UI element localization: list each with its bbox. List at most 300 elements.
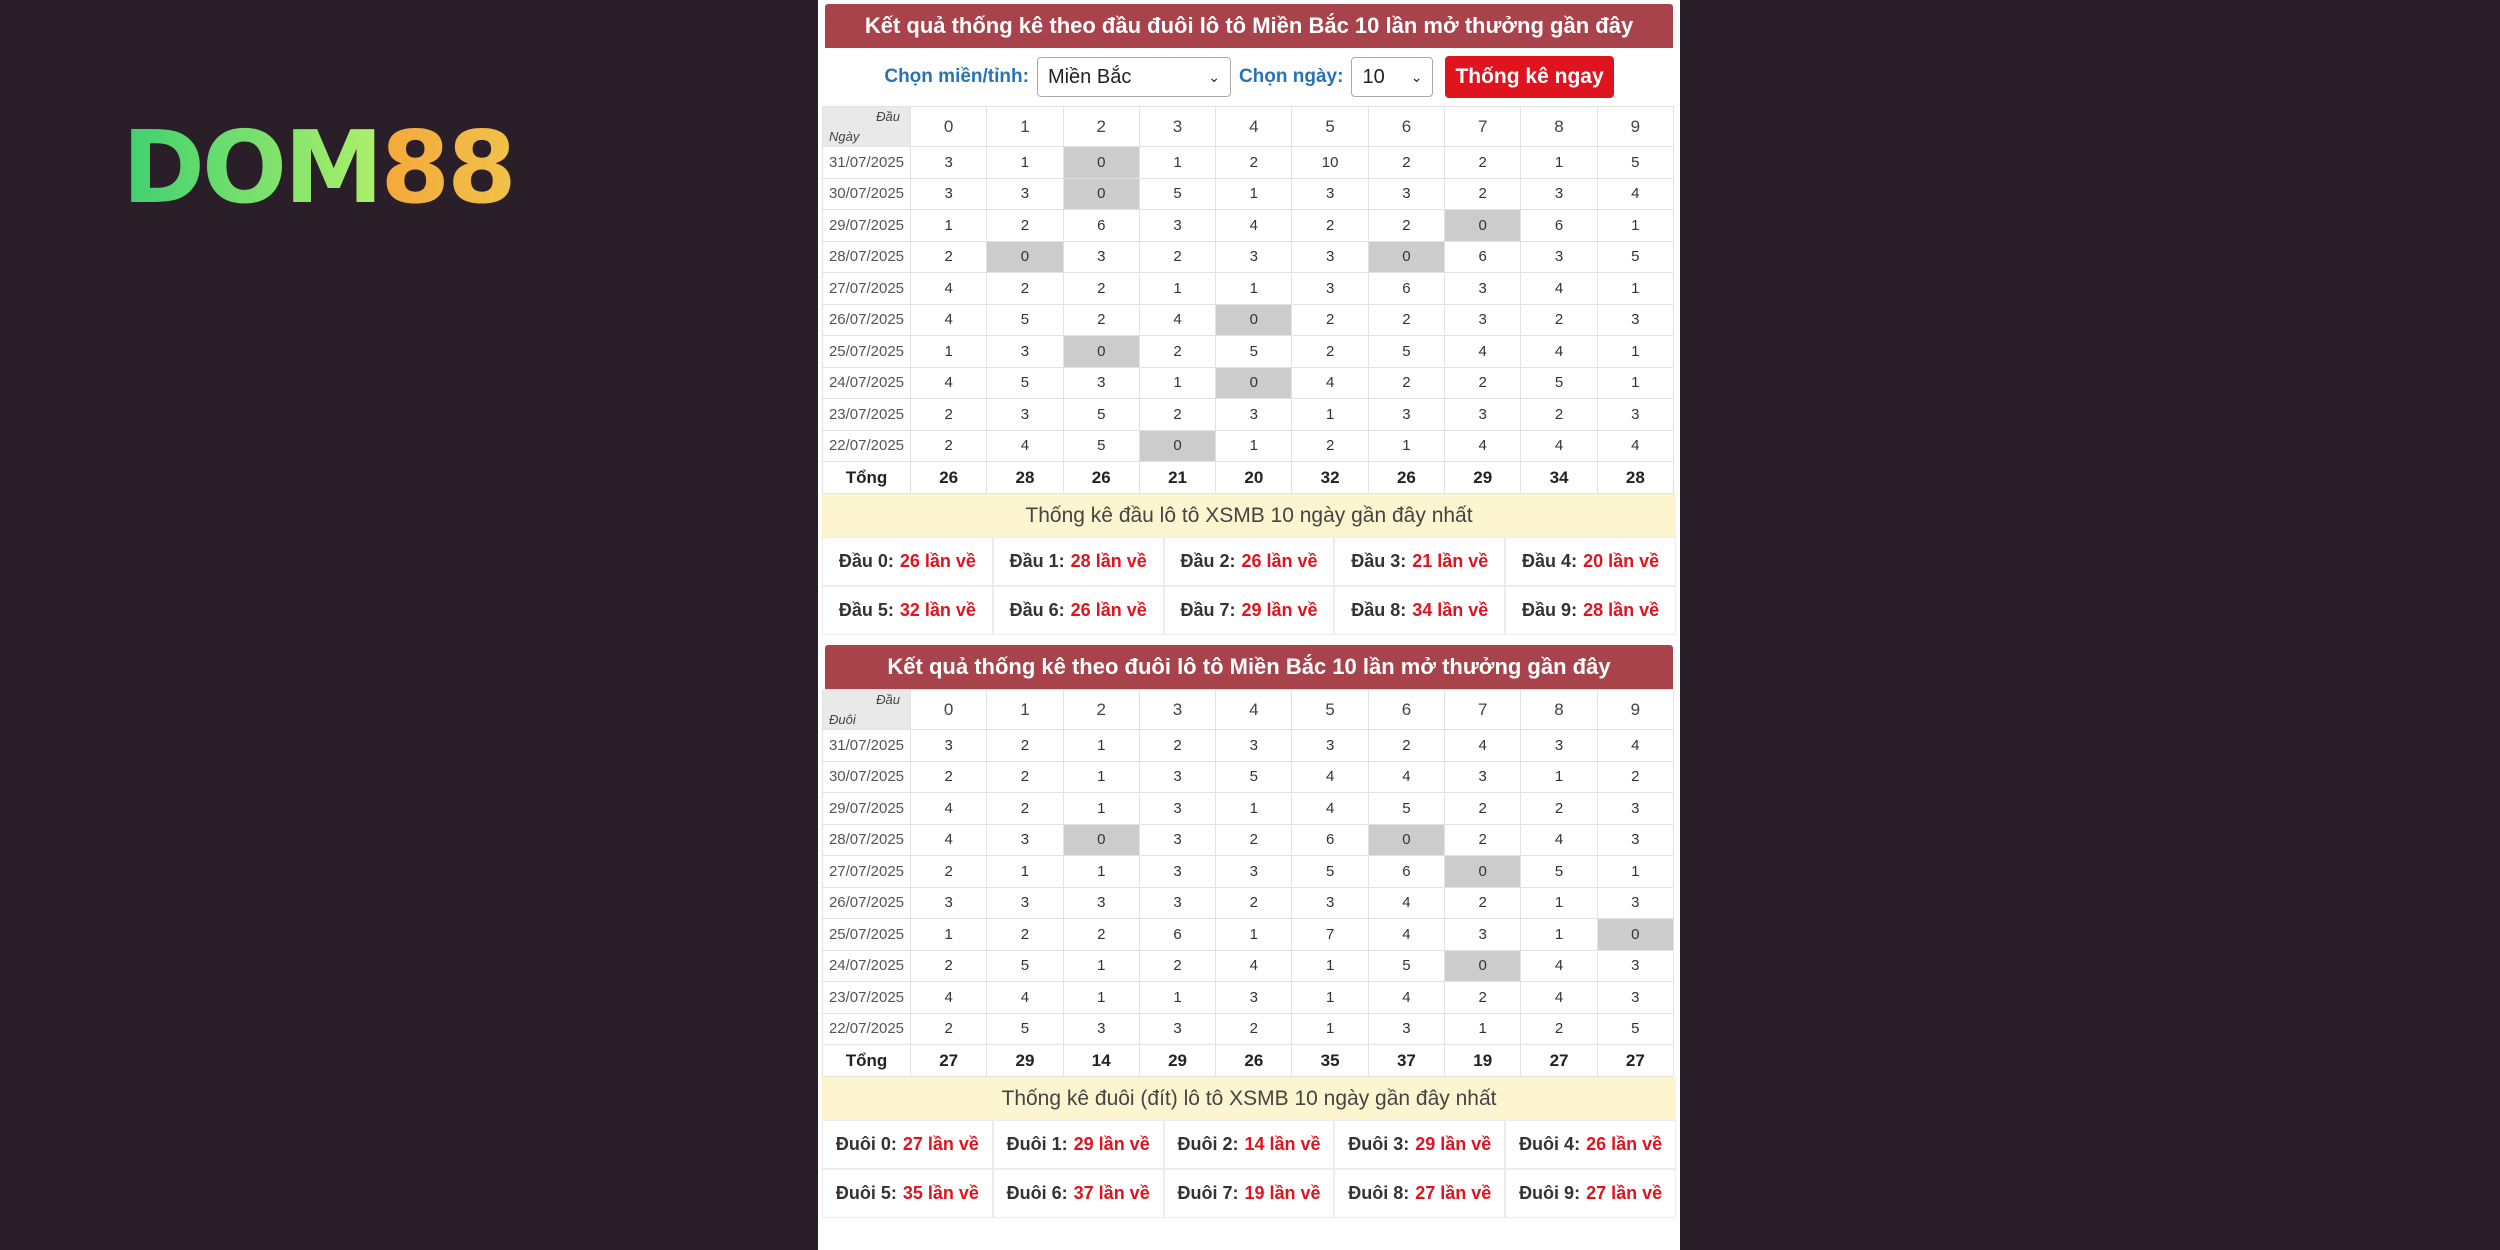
row-date: 25/07/2025 <box>823 919 911 951</box>
total-cell: 19 <box>1445 1045 1521 1077</box>
table-cell: 3 <box>1139 793 1215 825</box>
table-cell: 2 <box>1063 919 1139 951</box>
region-select[interactable] <box>1037 57 1231 97</box>
table-cell: 1 <box>1292 1013 1368 1045</box>
region-select-value: Miền Bắc <box>1047 65 1132 88</box>
total-cell: 26 <box>1216 1045 1292 1077</box>
table-cell: 2 <box>1521 399 1597 431</box>
table-cell: 5 <box>1597 241 1673 273</box>
duoi-summary-grid <box>822 1120 1676 1218</box>
summary-value: 29 lần về <box>1241 600 1318 620</box>
column-header: 3 <box>1139 107 1215 147</box>
table-cell: 1 <box>1063 793 1139 825</box>
summary-item <box>1505 586 1676 635</box>
row-date: 26/07/2025 <box>823 887 911 919</box>
column-header: 6 <box>1368 107 1444 147</box>
table-cell: 4 <box>911 982 987 1014</box>
summary-value: 37 lần về <box>1073 1183 1150 1203</box>
total-cell: 28 <box>987 462 1063 494</box>
table-cell: 2 <box>911 1013 987 1045</box>
table-cell: 1 <box>1597 273 1673 305</box>
table-row <box>823 856 1674 888</box>
table-cell: 6 <box>1368 273 1444 305</box>
table-cell: 2 <box>911 399 987 431</box>
summary-value: 19 lần về <box>1244 1183 1321 1203</box>
duoi-table-title: Kết quả thống kê theo đuôi lô tô Miền Bắc 10 lần mở thưởng gần đây <box>825 645 1673 689</box>
table-cell: 4 <box>1521 336 1597 368</box>
column-header: 6 <box>1368 690 1444 730</box>
summary-item <box>1334 1169 1505 1218</box>
table-cell: 3 <box>1216 982 1292 1014</box>
table-cell: 2 <box>1292 336 1368 368</box>
table-cell: 1 <box>1063 982 1139 1014</box>
table-cell: 3 <box>1445 919 1521 951</box>
region-label: Chọn miền/tỉnh: <box>884 66 1029 87</box>
table-cell: 4 <box>1139 304 1215 336</box>
table-cell: 3 <box>1216 241 1292 273</box>
table-cell: 2 <box>1368 367 1444 399</box>
table-cell: 2 <box>1292 304 1368 336</box>
summary-item <box>993 586 1164 635</box>
table-cell: 2 <box>911 430 987 462</box>
table-cell: 3 <box>1216 856 1292 888</box>
table-cell: 3 <box>1292 178 1368 210</box>
table-cell: 1 <box>1216 919 1292 951</box>
table-row <box>823 919 1674 951</box>
table-cell: 5 <box>1063 399 1139 431</box>
column-header: 8 <box>1521 690 1597 730</box>
dau-summary-grid <box>822 537 1676 635</box>
table-cell: 2 <box>1139 336 1215 368</box>
summary-item <box>993 1120 1164 1169</box>
table-cell: 4 <box>1597 430 1673 462</box>
table-cell: 3 <box>1597 793 1673 825</box>
table-cell: 3 <box>1292 273 1368 305</box>
table-cell: 6 <box>1445 241 1521 273</box>
table-cell: 3 <box>911 887 987 919</box>
summary-label: Đuôi 4: <box>1519 1134 1581 1154</box>
summary-value: 14 lần về <box>1244 1134 1321 1154</box>
summary-label: Đầu 4: <box>1522 551 1578 571</box>
table-cell: 4 <box>1368 761 1444 793</box>
table-cell: 1 <box>1216 273 1292 305</box>
table-cell: 4 <box>1521 950 1597 982</box>
row-date: 28/07/2025 <box>823 824 911 856</box>
column-header: 2 <box>1063 107 1139 147</box>
summary-label: Đầu 0: <box>838 551 894 571</box>
column-header: 4 <box>1216 107 1292 147</box>
table-cell: 1 <box>1521 147 1597 179</box>
table-cell: 1 <box>1521 919 1597 951</box>
table-cell: 4 <box>1597 730 1673 762</box>
table-cell: 3 <box>1368 399 1444 431</box>
table-cell: 1 <box>1139 273 1215 305</box>
table-row <box>823 147 1674 179</box>
table-cell: 6 <box>1368 856 1444 888</box>
table-cell: 1 <box>1597 856 1673 888</box>
table-cell: 3 <box>1216 730 1292 762</box>
summary-item <box>1164 537 1335 586</box>
table-row <box>823 241 1674 273</box>
table-cell: 3 <box>1597 887 1673 919</box>
table-cell: 1 <box>987 856 1063 888</box>
summary-label: Đuôi 1: <box>1006 1134 1068 1154</box>
table-cell: 2 <box>987 793 1063 825</box>
table-cell: 3 <box>1139 761 1215 793</box>
table-cell: 3 <box>1597 399 1673 431</box>
table-row <box>823 304 1674 336</box>
table-cell: 3 <box>1368 1013 1444 1045</box>
summary-value: 34 lần về <box>1412 600 1489 620</box>
table-cell: 1 <box>1445 1013 1521 1045</box>
table-cell: 2 <box>1216 147 1292 179</box>
table-cell: 1 <box>1521 761 1597 793</box>
table-cell: 3 <box>1216 399 1292 431</box>
row-date: 29/07/2025 <box>823 210 911 242</box>
summary-label: Đầu 7: <box>1180 600 1236 620</box>
table-cell: 1 <box>987 147 1063 179</box>
column-header: 3 <box>1139 690 1215 730</box>
table-cell: 3 <box>987 824 1063 856</box>
table-cell: 3 <box>1597 304 1673 336</box>
table-cell: 0 <box>1063 147 1139 179</box>
table-cell: 2 <box>1368 304 1444 336</box>
table-cell: 1 <box>1597 210 1673 242</box>
table-cell: 3 <box>911 730 987 762</box>
summary-label: Đầu 1: <box>1009 551 1065 571</box>
table-cell: 4 <box>1597 178 1673 210</box>
table-row <box>823 887 1674 919</box>
summary-item <box>1505 1120 1676 1169</box>
summary-label: Đầu 2: <box>1180 551 1236 571</box>
table-cell: 0 <box>1445 856 1521 888</box>
table-row <box>823 730 1674 762</box>
row-date: 27/07/2025 <box>823 273 911 305</box>
summary-label: Đuôi 5: <box>835 1183 897 1203</box>
table-cell: 1 <box>1597 336 1673 368</box>
table-cell: 1 <box>911 919 987 951</box>
table-cell: 4 <box>1445 336 1521 368</box>
table-cell: 1 <box>1139 982 1215 1014</box>
summary-item <box>1164 586 1335 635</box>
summary-value: 26 lần về <box>1586 1134 1663 1154</box>
table-cell: 0 <box>1139 430 1215 462</box>
table-cell: 1 <box>1521 887 1597 919</box>
table-row <box>823 1013 1674 1045</box>
summary-value: 28 lần về <box>1583 600 1660 620</box>
table-cell: 3 <box>987 399 1063 431</box>
table-cell: 2 <box>987 273 1063 305</box>
total-cell: 29 <box>987 1045 1063 1077</box>
table-row <box>823 210 1674 242</box>
table-cell: 5 <box>987 950 1063 982</box>
table-cell: 2 <box>987 210 1063 242</box>
days-label: Chọn ngày: <box>1238 66 1344 87</box>
table-cell: 4 <box>987 982 1063 1014</box>
table-cell: 7 <box>1292 919 1368 951</box>
table-cell: 2 <box>1445 982 1521 1014</box>
total-cell: 29 <box>1445 462 1521 494</box>
table-cell: 1 <box>911 210 987 242</box>
table-cell: 4 <box>1368 982 1444 1014</box>
table-cell: 4 <box>1368 919 1444 951</box>
table-cell: 0 <box>1063 178 1139 210</box>
table-cell: 4 <box>987 430 1063 462</box>
summary-value: 29 lần về <box>1415 1134 1492 1154</box>
table-cell: 3 <box>987 336 1063 368</box>
table-cell: 1 <box>1063 761 1139 793</box>
row-date: 26/07/2025 <box>823 304 911 336</box>
total-cell: 26 <box>1063 462 1139 494</box>
column-header: 4 <box>1216 690 1292 730</box>
table-cell: 2 <box>1521 793 1597 825</box>
summary-value: 26 lần về <box>1241 551 1318 571</box>
table-cell: 4 <box>1368 887 1444 919</box>
dau-table-title: Kết quả thống kê theo đầu đuôi lô tô Miền Bắc 10 lần mở thưởng gần đây <box>825 4 1673 48</box>
table-cell: 2 <box>911 950 987 982</box>
table-cell: 2 <box>1216 887 1292 919</box>
table-row <box>823 761 1674 793</box>
table-cell: 0 <box>1445 210 1521 242</box>
column-header: 5 <box>1292 690 1368 730</box>
table-cell: 4 <box>1445 730 1521 762</box>
table-cell: 2 <box>1139 399 1215 431</box>
row-date: 23/07/2025 <box>823 399 911 431</box>
dau-summary-title: Thống kê đầu lô tô XSMB 10 ngày gần đây nhất <box>822 494 1676 537</box>
table-row <box>823 824 1674 856</box>
total-cell: 29 <box>1139 1045 1215 1077</box>
duoi-stats-table <box>822 689 1674 1077</box>
table-cell: 3 <box>1597 950 1673 982</box>
table-row <box>823 336 1674 368</box>
total-label: Tổng <box>823 462 911 494</box>
table-cell: 3 <box>911 147 987 179</box>
column-header: 0 <box>911 107 987 147</box>
table-cell: 6 <box>1521 210 1597 242</box>
table-cell: 1 <box>1368 430 1444 462</box>
table-cell: 2 <box>1445 824 1521 856</box>
table-cell: 0 <box>1597 919 1673 951</box>
table-corner-header <box>823 690 911 730</box>
total-cell: 21 <box>1139 462 1215 494</box>
column-header: 5 <box>1292 107 1368 147</box>
table-cell: 5 <box>987 367 1063 399</box>
row-date: 29/07/2025 <box>823 793 911 825</box>
table-cell: 1 <box>1063 950 1139 982</box>
table-cell: 5 <box>1521 856 1597 888</box>
table-cell: 4 <box>911 273 987 305</box>
days-select-value: 10 <box>1362 65 1385 88</box>
table-cell: 5 <box>1597 147 1673 179</box>
total-cell: 26 <box>1368 462 1444 494</box>
column-header: 2 <box>1063 690 1139 730</box>
table-row <box>823 178 1674 210</box>
total-cell: 32 <box>1292 462 1368 494</box>
table-cell: 3 <box>1139 1013 1215 1045</box>
table-cell: 10 <box>1292 147 1368 179</box>
table-cell: 4 <box>1521 273 1597 305</box>
summary-item <box>822 1120 993 1169</box>
table-row <box>823 982 1674 1014</box>
table-cell: 0 <box>1063 824 1139 856</box>
row-date: 22/07/2025 <box>823 430 911 462</box>
summary-item <box>1164 1169 1335 1218</box>
table-cell: 2 <box>1216 824 1292 856</box>
table-cell: 5 <box>1368 336 1444 368</box>
table-cell: 4 <box>1216 950 1292 982</box>
summary-label: Đầu 8: <box>1351 600 1407 620</box>
column-header: 9 <box>1597 107 1673 147</box>
table-cell: 5 <box>1292 856 1368 888</box>
table-cell: 1 <box>1063 730 1139 762</box>
table-cell: 0 <box>1063 336 1139 368</box>
filter-controls <box>818 48 1680 106</box>
table-corner-header <box>823 107 911 147</box>
table-cell: 3 <box>1139 824 1215 856</box>
summary-item <box>993 1169 1164 1218</box>
table-cell: 1 <box>1063 856 1139 888</box>
statistics-panel <box>818 0 1680 1250</box>
table-cell: 3 <box>1521 178 1597 210</box>
table-cell: 5 <box>1063 430 1139 462</box>
table-cell: 2 <box>1521 1013 1597 1045</box>
table-cell: 0 <box>1445 950 1521 982</box>
table-cell: 5 <box>987 304 1063 336</box>
table-cell: 3 <box>1063 1013 1139 1045</box>
table-cell: 3 <box>911 178 987 210</box>
summary-label: Đuôi 9: <box>1519 1183 1581 1203</box>
table-cell: 2 <box>987 730 1063 762</box>
column-header: 8 <box>1521 107 1597 147</box>
corner-bottom-label: Ngày <box>829 129 860 144</box>
table-cell: 1 <box>1216 178 1292 210</box>
summary-item <box>822 1169 993 1218</box>
table-cell: 2 <box>911 761 987 793</box>
table-cell: 2 <box>911 241 987 273</box>
dau-stats-table <box>822 106 1674 494</box>
table-cell: 2 <box>1445 147 1521 179</box>
row-date: 24/07/2025 <box>823 950 911 982</box>
summary-item <box>1334 1120 1505 1169</box>
table-row <box>823 950 1674 982</box>
summary-item <box>993 537 1164 586</box>
total-cell: 14 <box>1063 1045 1139 1077</box>
summary-item <box>822 586 993 635</box>
summary-value: 28 lần về <box>1070 551 1147 571</box>
summary-label: Đầu 5: <box>838 600 894 620</box>
summary-value: 29 lần về <box>1073 1134 1150 1154</box>
dom88-logo <box>122 109 514 226</box>
column-header: 1 <box>987 690 1063 730</box>
table-cell: 3 <box>1292 730 1368 762</box>
table-cell: 5 <box>987 1013 1063 1045</box>
table-cell: 3 <box>1292 241 1368 273</box>
column-header: 7 <box>1445 690 1521 730</box>
summary-label: Đầu 3: <box>1351 551 1407 571</box>
table-row <box>823 430 1674 462</box>
table-row <box>823 367 1674 399</box>
summary-item <box>822 537 993 586</box>
summary-value: 32 lần về <box>899 600 976 620</box>
logo-text-dom: DOM <box>122 109 381 226</box>
table-cell: 3 <box>1597 982 1673 1014</box>
table-cell: 3 <box>1445 761 1521 793</box>
row-date: 30/07/2025 <box>823 761 911 793</box>
table-cell: 4 <box>911 793 987 825</box>
column-header: 1 <box>987 107 1063 147</box>
table-cell: 3 <box>1292 887 1368 919</box>
table-cell: 1 <box>1292 982 1368 1014</box>
summary-value: 20 lần về <box>1583 551 1660 571</box>
summary-item <box>1164 1120 1335 1169</box>
duoi-summary-title: Thống kê đuôi (đít) lô tô XSMB 10 ngày gần đây nhất <box>822 1077 1676 1120</box>
total-row <box>823 462 1674 494</box>
table-cell: 3 <box>1445 399 1521 431</box>
table-cell: 5 <box>1216 336 1292 368</box>
table-cell: 0 <box>1216 304 1292 336</box>
submit-stats-button[interactable]: Thống kê ngay <box>1445 56 1613 98</box>
summary-value: 21 lần về <box>1412 551 1489 571</box>
table-cell: 4 <box>1216 210 1292 242</box>
table-cell: 1 <box>1139 367 1215 399</box>
table-cell: 4 <box>911 367 987 399</box>
table-cell: 2 <box>1139 950 1215 982</box>
summary-item <box>1334 586 1505 635</box>
summary-label: Đuôi 6: <box>1006 1183 1068 1203</box>
summary-value: 27 lần về <box>1586 1183 1663 1203</box>
table-cell: 4 <box>1521 982 1597 1014</box>
table-cell: 6 <box>1063 210 1139 242</box>
total-cell: 35 <box>1292 1045 1368 1077</box>
corner-bottom-label: Đuôi <box>829 712 856 727</box>
table-cell: 2 <box>987 761 1063 793</box>
table-cell: 1 <box>1216 430 1292 462</box>
table-cell: 2 <box>1216 1013 1292 1045</box>
table-cell: 1 <box>911 336 987 368</box>
table-cell: 5 <box>1139 178 1215 210</box>
table-cell: 3 <box>1063 887 1139 919</box>
table-cell: 3 <box>987 178 1063 210</box>
summary-label: Đuôi 8: <box>1348 1183 1410 1203</box>
column-header: 0 <box>911 690 987 730</box>
table-cell: 2 <box>1368 147 1444 179</box>
table-cell: 1 <box>1597 367 1673 399</box>
table-cell: 4 <box>1292 761 1368 793</box>
table-cell: 3 <box>1521 241 1597 273</box>
table-cell: 3 <box>1063 241 1139 273</box>
table-cell: 5 <box>1368 950 1444 982</box>
days-select[interactable] <box>1351 57 1433 97</box>
summary-item <box>1334 537 1505 586</box>
total-cell: 20 <box>1216 462 1292 494</box>
table-row <box>823 793 1674 825</box>
table-cell: 3 <box>1597 824 1673 856</box>
table-cell: 0 <box>1368 824 1444 856</box>
column-header: 9 <box>1597 690 1673 730</box>
summary-value: 26 lần về <box>1070 600 1147 620</box>
summary-label: Đuôi 2: <box>1177 1134 1239 1154</box>
summary-label: Đầu 6: <box>1009 600 1065 620</box>
row-date: 27/07/2025 <box>823 856 911 888</box>
total-cell: 26 <box>911 462 987 494</box>
row-date: 31/07/2025 <box>823 147 911 179</box>
table-cell: 4 <box>911 824 987 856</box>
table-cell: 3 <box>1521 730 1597 762</box>
table-cell: 3 <box>1445 304 1521 336</box>
total-cell: 27 <box>1521 1045 1597 1077</box>
row-date: 22/07/2025 <box>823 1013 911 1045</box>
table-cell: 4 <box>1445 430 1521 462</box>
